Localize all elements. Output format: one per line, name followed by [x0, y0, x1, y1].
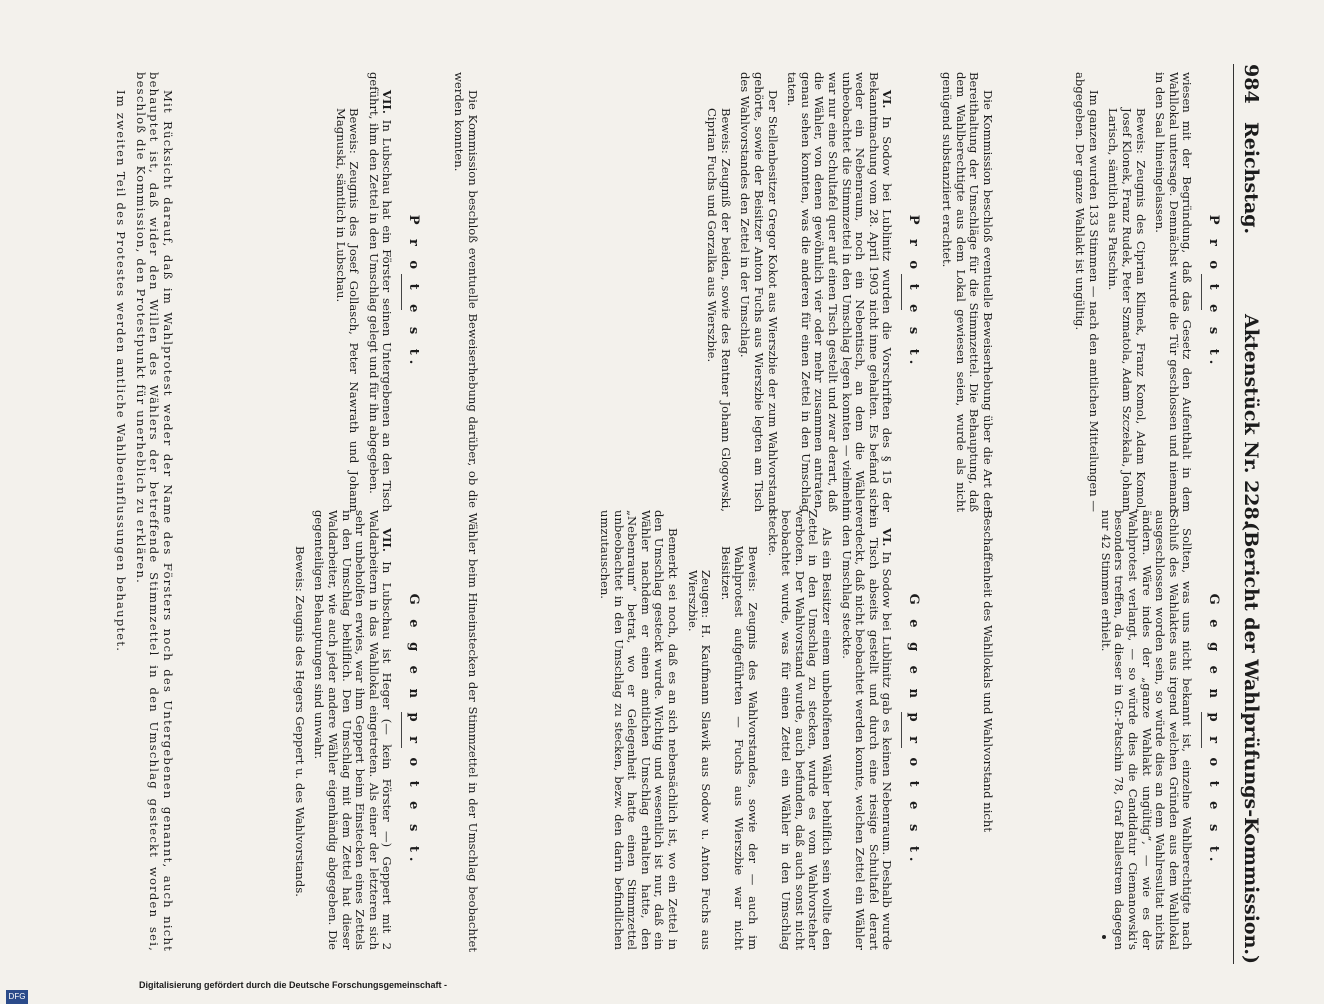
digitization-note: Digitalisierung gefördert durch die Deutsche Forschungsgemeinschaft - — [139, 980, 448, 990]
paragraph: Beschaffenheit des Wahllokals und Wahlvorstand nicht — [981, 510, 995, 833]
item-number: VI. — [880, 90, 895, 109]
section2-protest — [699, 72, 924, 512]
header-reichstag: Reichstag. — [1240, 122, 1262, 235]
item-number: VII. — [380, 90, 395, 114]
paragraph: In Lubschau hat ein Förster seinen Untergebenen an den Tisch geführt, ihm den Zettel in den Umschlag gelegt und für ihn abgegeben. — [366, 72, 395, 513]
paragraph-evidence: Beweis: Zeugnis des Wahlvorstandes, sowie der — auch im Wahlprotest aufgeführten — Fuchs aus Wierszbie war nicht Beisitzer. — [718, 546, 761, 950]
protest-heading: P r o t e s t. — [906, 214, 921, 370]
paragraph-evidence: Beweis: Zeugnis des Josef Gollasch, Peter Nawrath und Johann Magnuski, sämtlich in Lubschau. — [333, 108, 362, 512]
paragraph: In Lubschau ist Heger (— kein Förster —) Geppert mit 2 Waldarbeitern in das Wahllokal eingetreten. Als einer der letzteren sich sehr unbeholfen erwies, war ihm Geppert beim Einstecken eines Zettels in den Umschlag behilflich. Den Umschlag mit dem Zettel hat dieser Waldarbeiter, wie auch jeder andere Wähler eigenhändig abgegeben. Die gegenteiligen Behauptungen sind unwahr. — [312, 510, 395, 950]
heading-rule — [901, 712, 902, 748]
paragraph-witnesses: Zeugen: H. Kaufmann Slawik aus Sodow u. Anton Fuchs aus Wierszbie. — [685, 570, 714, 950]
header-bericht: (Bericht der Wahlprüfungs-Kommission.) — [1240, 522, 1262, 964]
paragraph: Sollten, was uns nicht bekannt ist, einzelne Wahlberechtigte nach Schluß des Wahlaktes aus irgend welchen Gründen aus dem Wahllokal ausgeschlossen worden sein, so würde dies an dem Wahlresultat nichts ändern. Wäre indes der „ganze Wahlakt ungültig“, — wie es der Wahlprotest verlangt, — so würde dies die Candidatur Ciemanowski's besonders treffen, da dieser in Gr.-Patschin 78, Graf Ballestrem dagegen nur 42 Stimmen erhielt. — [1098, 510, 1195, 950]
heading-rule — [1201, 712, 1202, 748]
section3-gegenprotest — [286, 510, 424, 950]
item-number: VI. — [880, 528, 895, 547]
paragraph: Der Stellenbesitzer Gregor Kokot aus Wierszbie der zum Wahlvorstand gehörte, sowie der Beisitzer Anton Fuchs aus Wierszbie legten am Tisch des Wahlvorstandes den Zettel in der Umschlag. — [738, 72, 780, 512]
gegenprotest-heading: G e g e n p r o t e s t. — [1206, 593, 1221, 867]
kommission-beschluss-1-right — [974, 510, 994, 950]
gegenprotest-heading: G e g e n p r o t e s t. — [906, 593, 921, 867]
paragraph: In Sodow bei Lublinitz wurden die Vorschriften des § 15 der Bekanntmachung vom 28. April 1903 nicht inne gehalten. Es befand sich weder ein Nebenraum, noch ein Nebentisch, an dem die Wähler unbeobachtet die Stimmzettel in den Umschlag legen konnten — vielmehr war nur eine Schultafel quer auf einen Tisch gestellt und zwar derart, daß die Wähler, von denen gewöhnlich vier oder mehr zusammen antraten, genau sehen konnten, was die anderen für einen Zettel in den Umschlag taten. — [785, 72, 895, 512]
page-number: 984 — [1240, 64, 1262, 104]
heading-rule — [401, 712, 402, 748]
kommission-beschluss-2 — [446, 72, 479, 952]
paragraph: Mit Rücksicht darauf, daß im Wahlprotest weder der Name des Försters noch des Untergebenen genannt, auch nicht behauptet ist, daß wider den Willen des Wählers der betreffende Stimmzettel in den Umschlag gesteckt worden sei, beschloß die Kommission, den Protestpunkt für unerheblich zu erklären. — [133, 72, 175, 952]
paragraph: Die Kommission beschloß eventuelle Beweiserhebung über die Art der Bereithaltung der Umschläge für die Stimmzettel. Die Behauptung, daß dem Wahlberechtigte aus dem Lokal gewiesen seien, wurde als nicht genügend substanziiert erachtet. — [940, 72, 995, 512]
header-aktenstueck: Aktenstück Nr. 228. — [1240, 314, 1262, 527]
gegenprotest-heading: G e g e n p r o t e s t. — [406, 593, 421, 867]
item-number: VII. — [380, 528, 395, 552]
section1-gegenprotest — [1092, 510, 1224, 950]
ink-mark — [1102, 935, 1106, 939]
protest-heading: P r o t e s t. — [1206, 214, 1221, 370]
heading-rule — [401, 274, 402, 310]
page-header — [1233, 64, 1264, 964]
section3-protest — [327, 72, 424, 512]
heading-rule — [901, 274, 902, 310]
paragraph: Bemerkt sei noch, daß es an sich nebensächlich ist, wo ein Zettel in den Umschlag gesteckt wurde. Wichtig und wesentlich ist nur, daß ein Wähler nachdem er einen amtlichen Umschlag erhalten hatte, den „Nebenraum“ betrat, wo er Gelegenheit hatte einen Stimmzettel unbeobachtet in den Umschlag zu stecken, bezw. den darin befindlichen umzutauschen. — [598, 510, 681, 950]
paragraph-evidence: Beweis: Zeugnis des Ciprian Klimek, Franz Komol, Adam Komol, Josef Klonek, Franz Rudek, Peter Szmatola, Adam Szczekala, Johann Larisch, sämtlich aus Patschin. — [1106, 108, 1148, 512]
paragraph-evidence: Beweis: Zeugniß der beiden, sowie des Rentner Johann Glogowski, Ciprian Fuchs und Gorzalka aus Wierszbie. — [705, 108, 733, 512]
kommission-beschluss-1 — [934, 72, 994, 512]
protest-heading: P r o t e s t. — [406, 214, 421, 370]
paragraph: Die Kommission beschloß eventuelle Beweiserhebung darüber, ob die Wähler beim Hineinstecken der Stimmzettel in der Umschlag beobachtet werden konnten. — [452, 72, 480, 952]
paragraph: Im ganzen wurden 133 Stimmen — nach den amtlichen Mitteilungen — abgegeben. Der ganze Wahlakt ist ungültig. — [1073, 72, 1101, 512]
dfg-logo: DFG — [6, 990, 28, 1004]
conclusion — [108, 72, 174, 952]
paragraph: In Sodow bei Lublinitz gab es keinen Nebenraum. Deshalb wurde ein Tisch abseits gestellt und durch eine riesige Schultafel derart verdeckt, daß nicht beobachtet werden konnte, welchen Zettel ein Wähler in den Umschlag steckte. — [839, 510, 895, 950]
paragraph-evidence: Beweis: Zeugnis des Hegers Geppert u. des Wahlvorstands. — [292, 546, 307, 897]
paragraph: Im zweiten Teil des Protestes werden amtliche Wahlbeeinflussungen behauptet. — [114, 90, 129, 653]
section2-gegenprotest — [592, 510, 924, 950]
paragraph: Als ein Beisitzer einem unbeholfenen Wähler behilflich sein wollte den Zettel in den Umschlag zu stecken, wurde es vom Wahlvorsteher verboten. Der Wahlvorstand wurde, auch befunden, daß auch sonst nicht beobachtet wurde, was für einen Zettel ein Wähler in den Umschlag steckte. — [765, 510, 835, 950]
heading-rule — [1201, 274, 1202, 310]
paragraph: wiesen mit der Begründung, daß das Gesetz den Aufenthalt in dem Wahllokal untersage. Demnächst wurde die Tür geschlossen und niemand in den Saal hineingelassen. — [1153, 72, 1195, 512]
section1-protest — [1067, 72, 1224, 512]
